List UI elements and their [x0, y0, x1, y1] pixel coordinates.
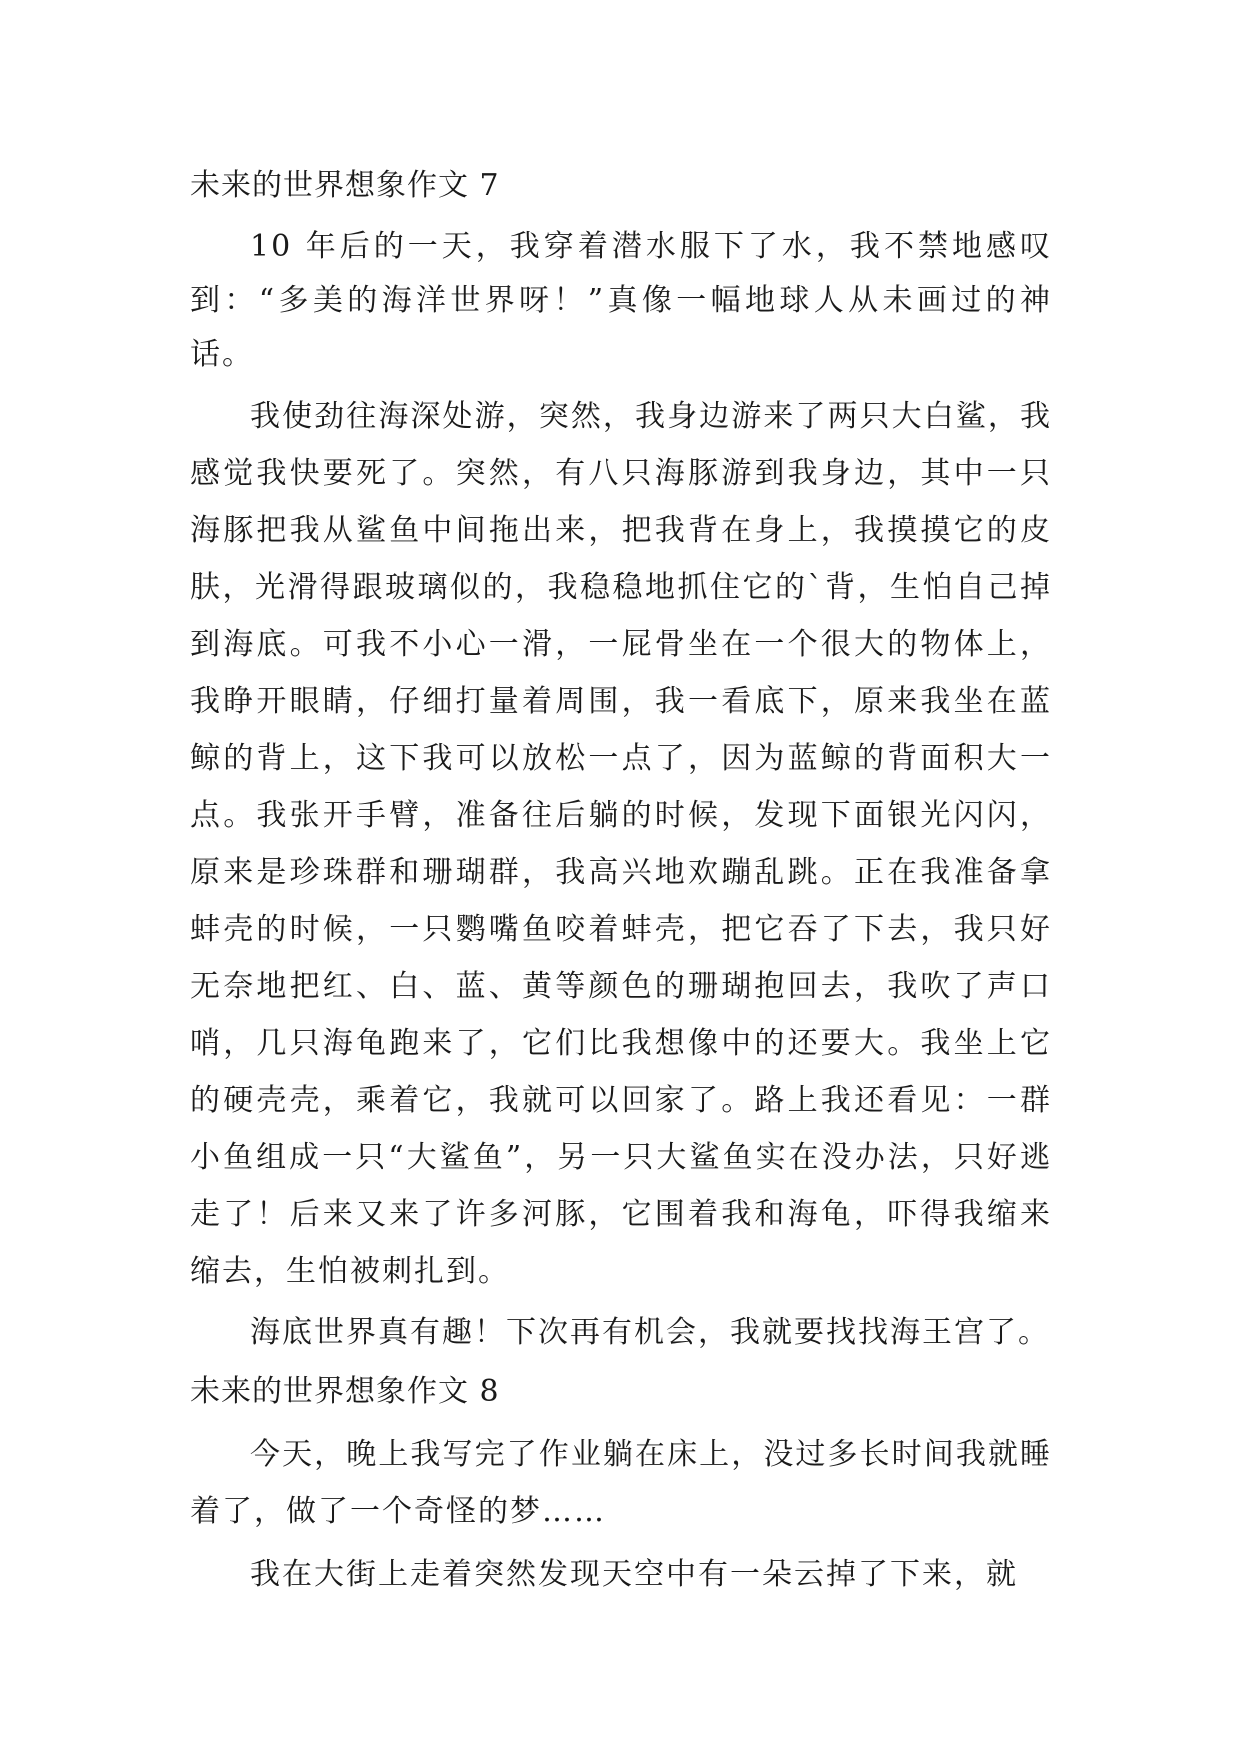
essay-7-paragraph-2: 我使劲往海深处游，突然，我身边游来了两只大白鲨，我感觉我快要死了。突然，有八只海豚游到我身边，其中一只海豚把我从鲨鱼中间拖出来，把我背在身上，我摸摸它的皮肤，光滑得跟玻璃似的，我稳稳地抓住它的`背，生怕自己掉到海底。可我不小心一滑，一屁骨坐在一个很大的物体上，我睁开眼睛，仔细打量着周围，我一看底下，原来我坐在蓝鲸的背上，这下我可以放松一点了，因为蓝鲸的背面积大一点。我张开手臂，准备往后躺的时候，发现下面银光闪闪，原来是珍珠群和珊瑚群，我高兴地欢蹦乱跳。正在我准备拿蚌壳的时候，一只鹦嘴鱼咬着蚌壳，把它吞了下去，我只好无奈地把红、白、蓝、黄等颜色的珊瑚抱回去，我吹了声口哨，几只海龟跑来了，它们比我想像中的还要大。我坐上它的硬壳壳，乘着它，我就可以回家了。路上我还看见：一群小鱼组成一只“大鲨鱼”，另一只大鲨鱼实在没办法，只好逃走了！后来又来了许多河豚，它围着我和海龟，吓得我缩来缩去，生怕被刺扎到。 — [190, 399, 1052, 1289]
essay-8-heading: 未来的世界想象作文 8 — [190, 1374, 500, 1409]
essay-7-paragraph-3: 海底世界真有趣！下次再有机会，我就要找找海王宫了。 — [250, 1315, 1050, 1350]
essay-8-paragraph-1: 今天，晚上我写完了作业躺在床上，没过多长时间我就睡着了，做了一个奇怪的梦…… — [190, 1437, 1052, 1529]
document-body — [190, 160, 1052, 1609]
essay-7-heading: 未来的世界想象作文 7 — [190, 168, 500, 203]
essay-8-paragraph-2: 我在大街上走着突然发现天空中有一朵云掉了下来，就 — [250, 1557, 1018, 1592]
essay-7-paragraph-1: 10 年后的一天，我穿着潜水服下了水，我不禁地感叹到：“多美的海洋世界呀！”真像一幅地球人从未画过的神话。 — [190, 229, 1052, 372]
